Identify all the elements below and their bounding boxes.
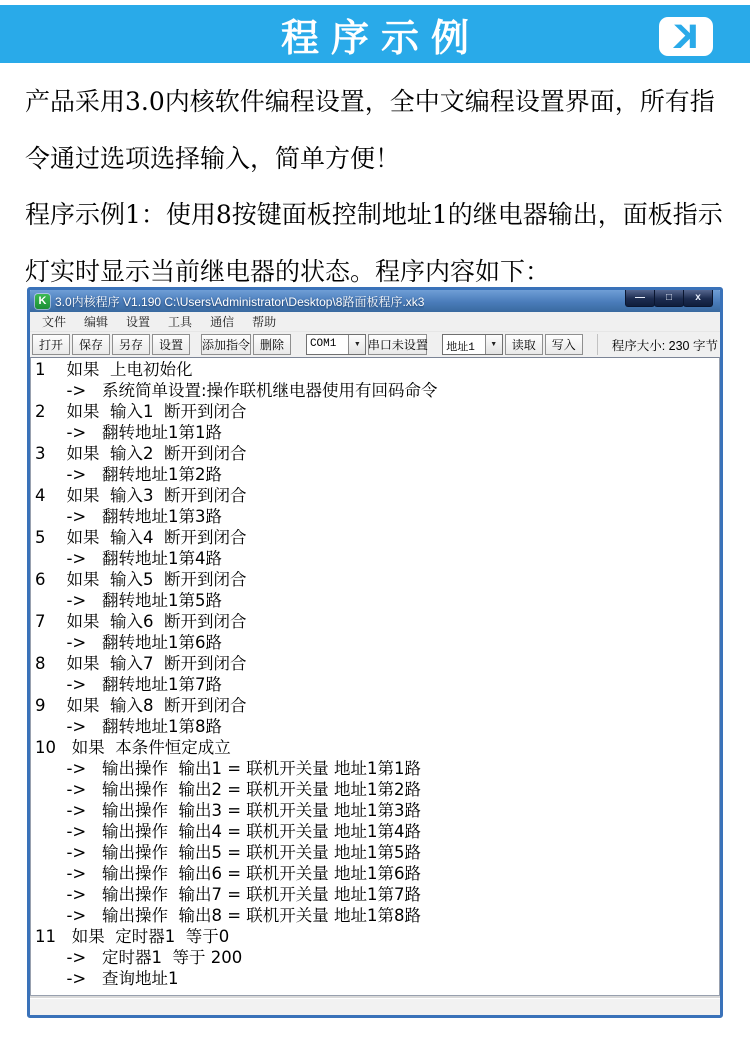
program-line[interactable]: -> 输出操作 输出3 = 联机开关量 地址1第3路 bbox=[35, 801, 422, 820]
toolbar bbox=[30, 332, 720, 357]
program-line[interactable]: -> 翻转地址1第5路 bbox=[35, 591, 222, 610]
program-line[interactable]: 7 如果 输入6 断开到闭合 bbox=[35, 612, 247, 631]
settings-button[interactable]: 设置 bbox=[152, 334, 190, 355]
window-title: 3.0内核程序 V1.190 C:\Users\Administrator\Desktop\8路面板程序.xk3 bbox=[55, 294, 425, 309]
program-listing[interactable] bbox=[30, 357, 720, 996]
program-line[interactable]: -> 翻转地址1第6路 bbox=[35, 633, 222, 652]
menu-item-2[interactable]: 编辑 bbox=[84, 315, 109, 329]
app-window bbox=[27, 287, 723, 1018]
program-line[interactable]: 10 如果 本条件恒定成立 bbox=[35, 738, 231, 757]
delete-button[interactable]: 删除 bbox=[253, 334, 291, 355]
program-line[interactable]: 8 如果 输入7 断开到闭合 bbox=[35, 654, 247, 673]
program-line[interactable]: -> 翻转地址1第7路 bbox=[35, 675, 222, 694]
maximize-button[interactable]: □ bbox=[654, 290, 684, 307]
minimize-button[interactable]: — bbox=[625, 290, 655, 307]
program-line[interactable]: -> 翻转地址1第4路 bbox=[35, 549, 222, 568]
program-line[interactable]: 1 如果 上电初始化 bbox=[35, 360, 193, 379]
program-line[interactable]: -> 翻转地址1第2路 bbox=[35, 465, 222, 484]
address-select[interactable] bbox=[442, 334, 502, 355]
add-instruction-button[interactable]: 添加指令 bbox=[201, 334, 251, 355]
program-line[interactable]: -> 系统简单设置:操作联机继电器使用有回码命令 bbox=[35, 381, 438, 400]
menu-item-1[interactable]: 文件 bbox=[42, 315, 67, 329]
program-line[interactable]: 5 如果 输入4 断开到闭合 bbox=[35, 528, 247, 547]
program-line[interactable]: -> 定时器1 等于 200 bbox=[35, 948, 243, 967]
program-line[interactable]: -> 输出操作 输出1 = 联机开关量 地址1第1路 bbox=[35, 759, 422, 778]
open-button[interactable]: 打开 bbox=[32, 334, 70, 355]
save-button[interactable]: 保存 bbox=[72, 334, 110, 355]
intro-line: 产品采用3.0内核软件编程设置，全中文编程设置界面，所有指 bbox=[25, 87, 715, 116]
program-line[interactable]: -> 输出操作 输出4 = 联机开关量 地址1第4路 bbox=[35, 822, 422, 841]
page-banner bbox=[0, 5, 750, 63]
program-line[interactable]: 2 如果 输入1 断开到闭合 bbox=[35, 402, 247, 421]
menu-item-6[interactable]: 帮助 bbox=[252, 315, 277, 329]
intro-text bbox=[25, 74, 727, 300]
program-line[interactable]: -> 查询地址1 bbox=[35, 969, 179, 988]
program-line[interactable]: -> 输出操作 输出7 = 联机开关量 地址1第7路 bbox=[35, 885, 422, 904]
program-line[interactable]: -> 翻转地址1第3路 bbox=[35, 507, 222, 526]
page-title: 程序示例 bbox=[280, 14, 481, 60]
logo-letter: K bbox=[673, 17, 699, 56]
program-line[interactable]: -> 翻转地址1第1路 bbox=[35, 423, 222, 442]
chevron-down-icon[interactable]: ▼ bbox=[348, 335, 365, 354]
program-line[interactable]: -> 输出操作 输出8 = 联机开关量 地址1第8路 bbox=[35, 906, 422, 925]
program-line[interactable]: 4 如果 输入3 断开到闭合 bbox=[35, 486, 247, 505]
program-line[interactable]: -> 翻转地址1第8路 bbox=[35, 717, 222, 736]
program-line[interactable]: 3 如果 输入2 断开到闭合 bbox=[35, 444, 247, 463]
brand-logo-icon bbox=[659, 17, 713, 56]
chevron-down-icon[interactable]: ▼ bbox=[485, 335, 502, 354]
com-port-select[interactable] bbox=[306, 334, 366, 355]
intro-line: 程序示例1：使用8按键面板控制地址1的继电器输出，面板指示 bbox=[25, 200, 723, 229]
com-port-value: COM1 bbox=[309, 338, 337, 350]
intro-line: 灯实时显示当前继电器的状态。程序内容如下： bbox=[25, 256, 551, 286]
program-line[interactable]: -> 输出操作 输出5 = 联机开关量 地址1第5路 bbox=[35, 843, 422, 862]
program-line[interactable]: -> 输出操作 输出2 = 联机开关量 地址1第2路 bbox=[35, 780, 422, 799]
program-line[interactable]: 11 如果 定时器1 等于0 bbox=[35, 927, 230, 946]
intro-line: 令通过选项选择输入，简单方便！ bbox=[25, 143, 401, 173]
save-as-button[interactable]: 另存 bbox=[112, 334, 150, 355]
serial-status-button[interactable]: 串口未设置 bbox=[368, 334, 427, 355]
menu-item-5[interactable]: 通信 bbox=[210, 315, 235, 329]
program-size-label: 程序大小: 230 字节 bbox=[597, 334, 718, 355]
menu-bar bbox=[30, 312, 720, 332]
status-bar bbox=[30, 998, 720, 1015]
program-line[interactable]: 9 如果 输入8 断开到闭合 bbox=[35, 696, 247, 715]
close-button[interactable]: x bbox=[683, 290, 713, 307]
read-button[interactable]: 读取 bbox=[505, 334, 543, 355]
program-line[interactable]: -> 输出操作 输出6 = 联机开关量 地址1第6路 bbox=[35, 864, 422, 883]
window-titlebar[interactable] bbox=[30, 290, 720, 312]
menu-item-3[interactable]: 设置 bbox=[126, 315, 151, 329]
address-value: 地址1 bbox=[446, 342, 475, 354]
menu-item-4[interactable]: 工具 bbox=[168, 315, 193, 329]
window-controls bbox=[626, 290, 713, 307]
app-icon: K bbox=[35, 294, 50, 309]
write-button[interactable]: 写入 bbox=[545, 334, 583, 355]
program-line[interactable]: 6 如果 输入5 断开到闭合 bbox=[35, 570, 247, 589]
